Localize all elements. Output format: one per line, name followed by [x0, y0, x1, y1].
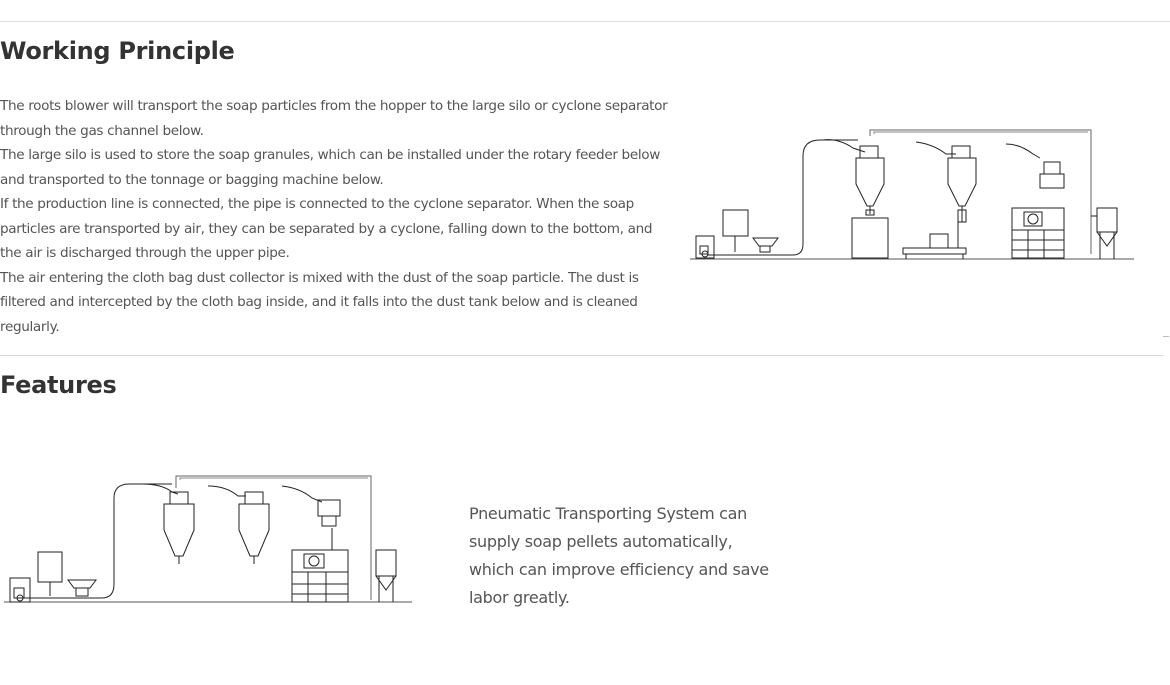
principle-paragraph-4: The air entering the cloth bag dust collector is mixed with the dust of the soap particle. The dust is filtered and intercepted by the cloth bag inside, and it falls into the dust tank below and is cleaned regularly. — [0, 269, 639, 335]
principle-paragraph-3: If the production line is connected, the pipe is connected to the cyclone separator. When the soap particles are transported by air, they can be separated by a cyclone, falling down to the bottom, and the air is discharged through the upper pipe. — [0, 196, 653, 261]
principle-paragraph-1: The roots blower will transport the soap particles from the hopper to the large silo or cyclone separator through the gas channel below. — [0, 98, 668, 139]
features-title: Features — [0, 371, 117, 399]
features-description: Pneumatic Transporting System can supply soap pellets automatically, which can improve efficiency and save labor greatly. — [469, 504, 769, 607]
top-divider — [0, 21, 1170, 22]
pneumatic-system-diagram-large — [2, 472, 414, 604]
working-principle-text — [0, 94, 672, 339]
principle-paragraph-2: The large silo is used to store the soap granules, which can be installed under the rotary feeder below and transported to the tonnage or bagging machine below. — [0, 147, 660, 188]
section-divider — [0, 355, 1163, 356]
working-principle-title: Working Principle — [0, 37, 235, 65]
pneumatic-system-diagram — [688, 126, 1135, 262]
divider-tick — [1163, 336, 1169, 337]
